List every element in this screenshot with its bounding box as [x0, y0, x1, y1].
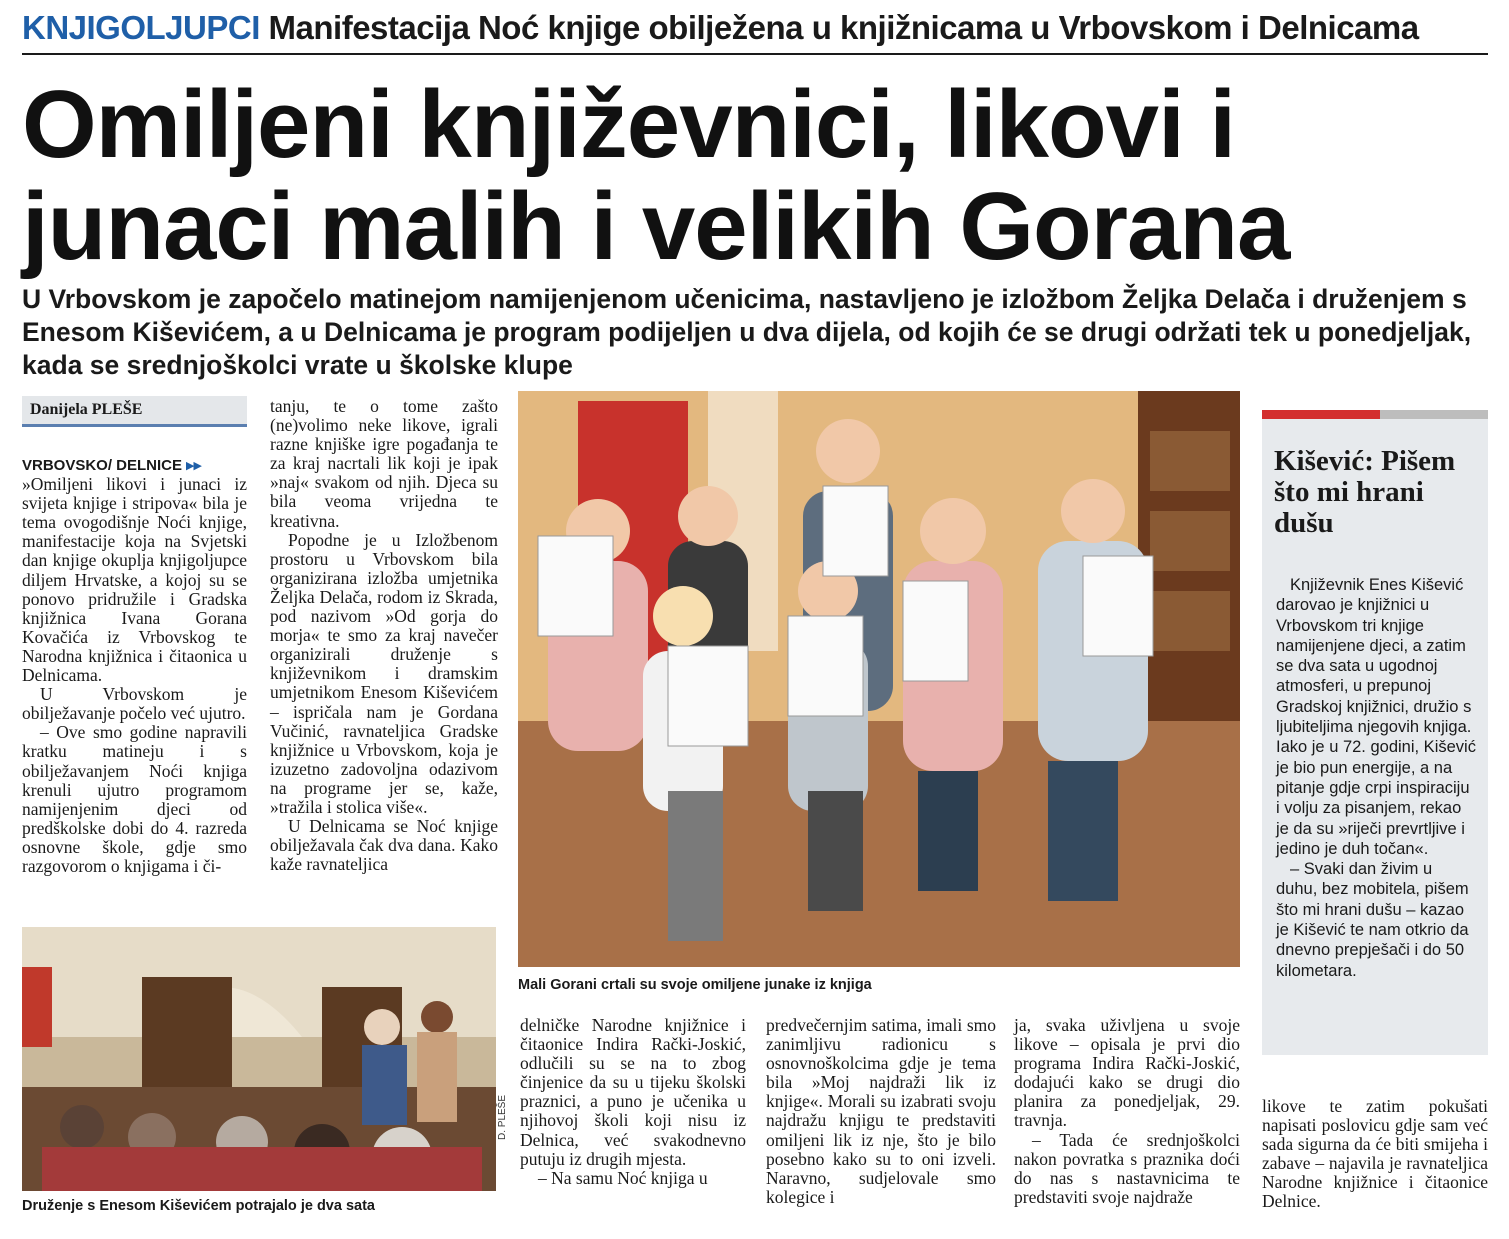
column-5	[1014, 1016, 1240, 1207]
byline: Danijela PLEŠE	[30, 401, 143, 418]
paragraph: Popodne je u Izložbenom prostoru u Vrbovskom bila organizirana izložba umjetnika Željka Delača, rodom iz Skrada, pod nazivom »Od gorja do morja« te smo za kraj navečer organizirali druženje s književnikom i dramskim umjetnikom Enesom Kiševićem – ispričala nam je Gordana Vučinić, ravnateljica Gradske knjižnice u Vrbovskom, koja je izuzetno zadovoljna odazivom na programe jer se, kaže, »tražila i stolica više«.	[270, 529, 498, 817]
paragraph: delničke Narodne knjižnice i čitaonice Indira Rački-Joskić, odlučili su se na to zbog činjenice da su u tijeku školski praznici, a puno je učenika u njihovoj školi koji nisu iz Delnica, već svakodnevno putuju iz drugih mjesta.	[520, 1015, 746, 1169]
paragraph: – Tada će srednjoškolci nakon povratka s praznika doći do nas s nastavnicima te predstaviti svoje najdraže	[1014, 1129, 1240, 1207]
paragraph: – Ove smo godine napravili kratku matineju i s obilježavanjem Noći knjiga krenuli ujutro programom namijenjenim djeci od predškolske dobi do 4. razreda osnovne škole, gdje smo razgovorom o knjigama i či-	[22, 722, 247, 876]
main-photo-caption: Mali Gorani crtali su svoje omiljene junake iz knjiga	[518, 977, 872, 993]
dateline-arrow-icon: ▸▸	[186, 457, 202, 474]
photo-credit: D. PLEŠE	[497, 1094, 508, 1140]
main-photo	[518, 391, 1240, 967]
paragraph: »Omiljeni likovi i junaci iz svijeta knjige i stripova« bila je tema ovogodišnje Noći knjige, manifestacije koja na Svjetski dan knjige okuplja knjigoljupce diljem Hrvatske, a kojoj su se ponovo pridružile i Gradska knjižnica Ivana Gorana Kovačića iz Vrbovskog te Narodna knjižnica i čitaonica u Delnicama.	[22, 474, 247, 686]
sidebar-title: Kišević: Pišem što mi hrani dušu	[1274, 445, 1456, 539]
sidebar-paragraph: Književnik Enes Kišević darovao je knjižnici u Vrbovskom tri knjige namijenjene djeci, a zatim se dva sata u ugodnoj atmosferi, u prepunoj Gradskoj knjižnici, družio s ljubiteljima njegovih knjiga. Iako je u 72. godini, Kišević je bio pun energije, a na pitanje gdje crpi inspiraciju i volju za pisanjem, rekao je da su »riječi prevrtljive i jedino je duh točan«.	[1276, 576, 1476, 858]
paragraph: – Na samu Noć knjiga u	[538, 1167, 708, 1188]
dateline	[22, 457, 201, 474]
column-4	[766, 1016, 996, 1207]
kicker-text: Manifestacija Noć knjige obilježena u knjižnicama u Vrbovskom i Delnicama	[268, 9, 1419, 46]
small-photo-illustration	[22, 927, 496, 1191]
sidebar-accent-bar	[1262, 410, 1380, 419]
kicker	[22, 8, 1492, 48]
column-3	[520, 1016, 746, 1188]
paragraph: predvečernjim satima, imali smo zanimljivu radionicu s osnovnoškolcima gdje je tema bila »Moj najdraži lik iz knjige«. Morali su izabrati svoju najdražu knjigu te predstaviti omiljeni lik iz nje, što je bilo posebno kako su to oni izveli. Naravno, sudjelovale smo kolegice i	[766, 1015, 996, 1207]
deck: U Vrbovskom je započelo matinejom namijenjenom učenicima, nastavljeno je izložbom Željka Delača i druženjem s Enesom Kiševićem, a u Delnicama je program podijeljen u dva dijela, od kojih će se drugi održati tek u ponedjeljak, kada se srednjoškolci vrate u školske klupe	[22, 284, 1472, 380]
top-rule	[22, 53, 1488, 55]
main-photo-illustration	[518, 391, 1240, 967]
rubric-label: KNJIGOLJUPCI	[22, 9, 260, 46]
small-photo-caption: Druženje s Enesom Kiševićem potrajalo je dva sata	[22, 1198, 375, 1214]
dateline-para	[22, 455, 247, 475]
dateline-text: VRBOVSKO/ DELNICE	[22, 457, 183, 474]
column-6	[1262, 1097, 1488, 1212]
sidebar-text	[1276, 575, 1476, 981]
paragraph: U Delnicama se Noć knjige obilježavala čak dva dana. Kako kaže ravnateljica	[270, 816, 498, 875]
sidebar-accent-bar-grey	[1380, 410, 1488, 419]
column-2	[270, 397, 498, 874]
paragraph: tanju, te o tome zašto (ne)volimo neke likove, igrali razne knjiške igre pogađanja te za kraj nacrtali lik koji je ipak »naj« svakom od njih. Djeca su bila veoma vrijedna te kreativna.	[270, 396, 498, 531]
sidebar-paragraph: – Svaki dan živim u duhu, bez mobitela, pišem što mi hrani dušu – kazao je Kišević te nam otkrio da dnevno prepješači i do 50 kilometara.	[1276, 860, 1469, 980]
column-1	[22, 455, 247, 876]
paragraph: U Vrbovskom je obilježavanje počelo već ujutro.	[22, 684, 247, 724]
headline: Omiljeni književnici, likovi i junaci malih i velikih Gorana	[22, 71, 1290, 280]
paragraph: ja, svaka uživljena u svoje likove – opisala je prvi dio programa Indira Rački-Joskić, dodajući kako se drugi dio planira za ponedjeljak, 29. travnja.	[1014, 1015, 1240, 1131]
paragraph: likove te zatim pokušati napisati poslovicu gdje sam već sada sigurna da će biti smijeha i zabave – najavila je ravnateljica Narodne knjižnice i čitaonice Delnice.	[1262, 1096, 1488, 1212]
small-photo	[22, 927, 496, 1191]
